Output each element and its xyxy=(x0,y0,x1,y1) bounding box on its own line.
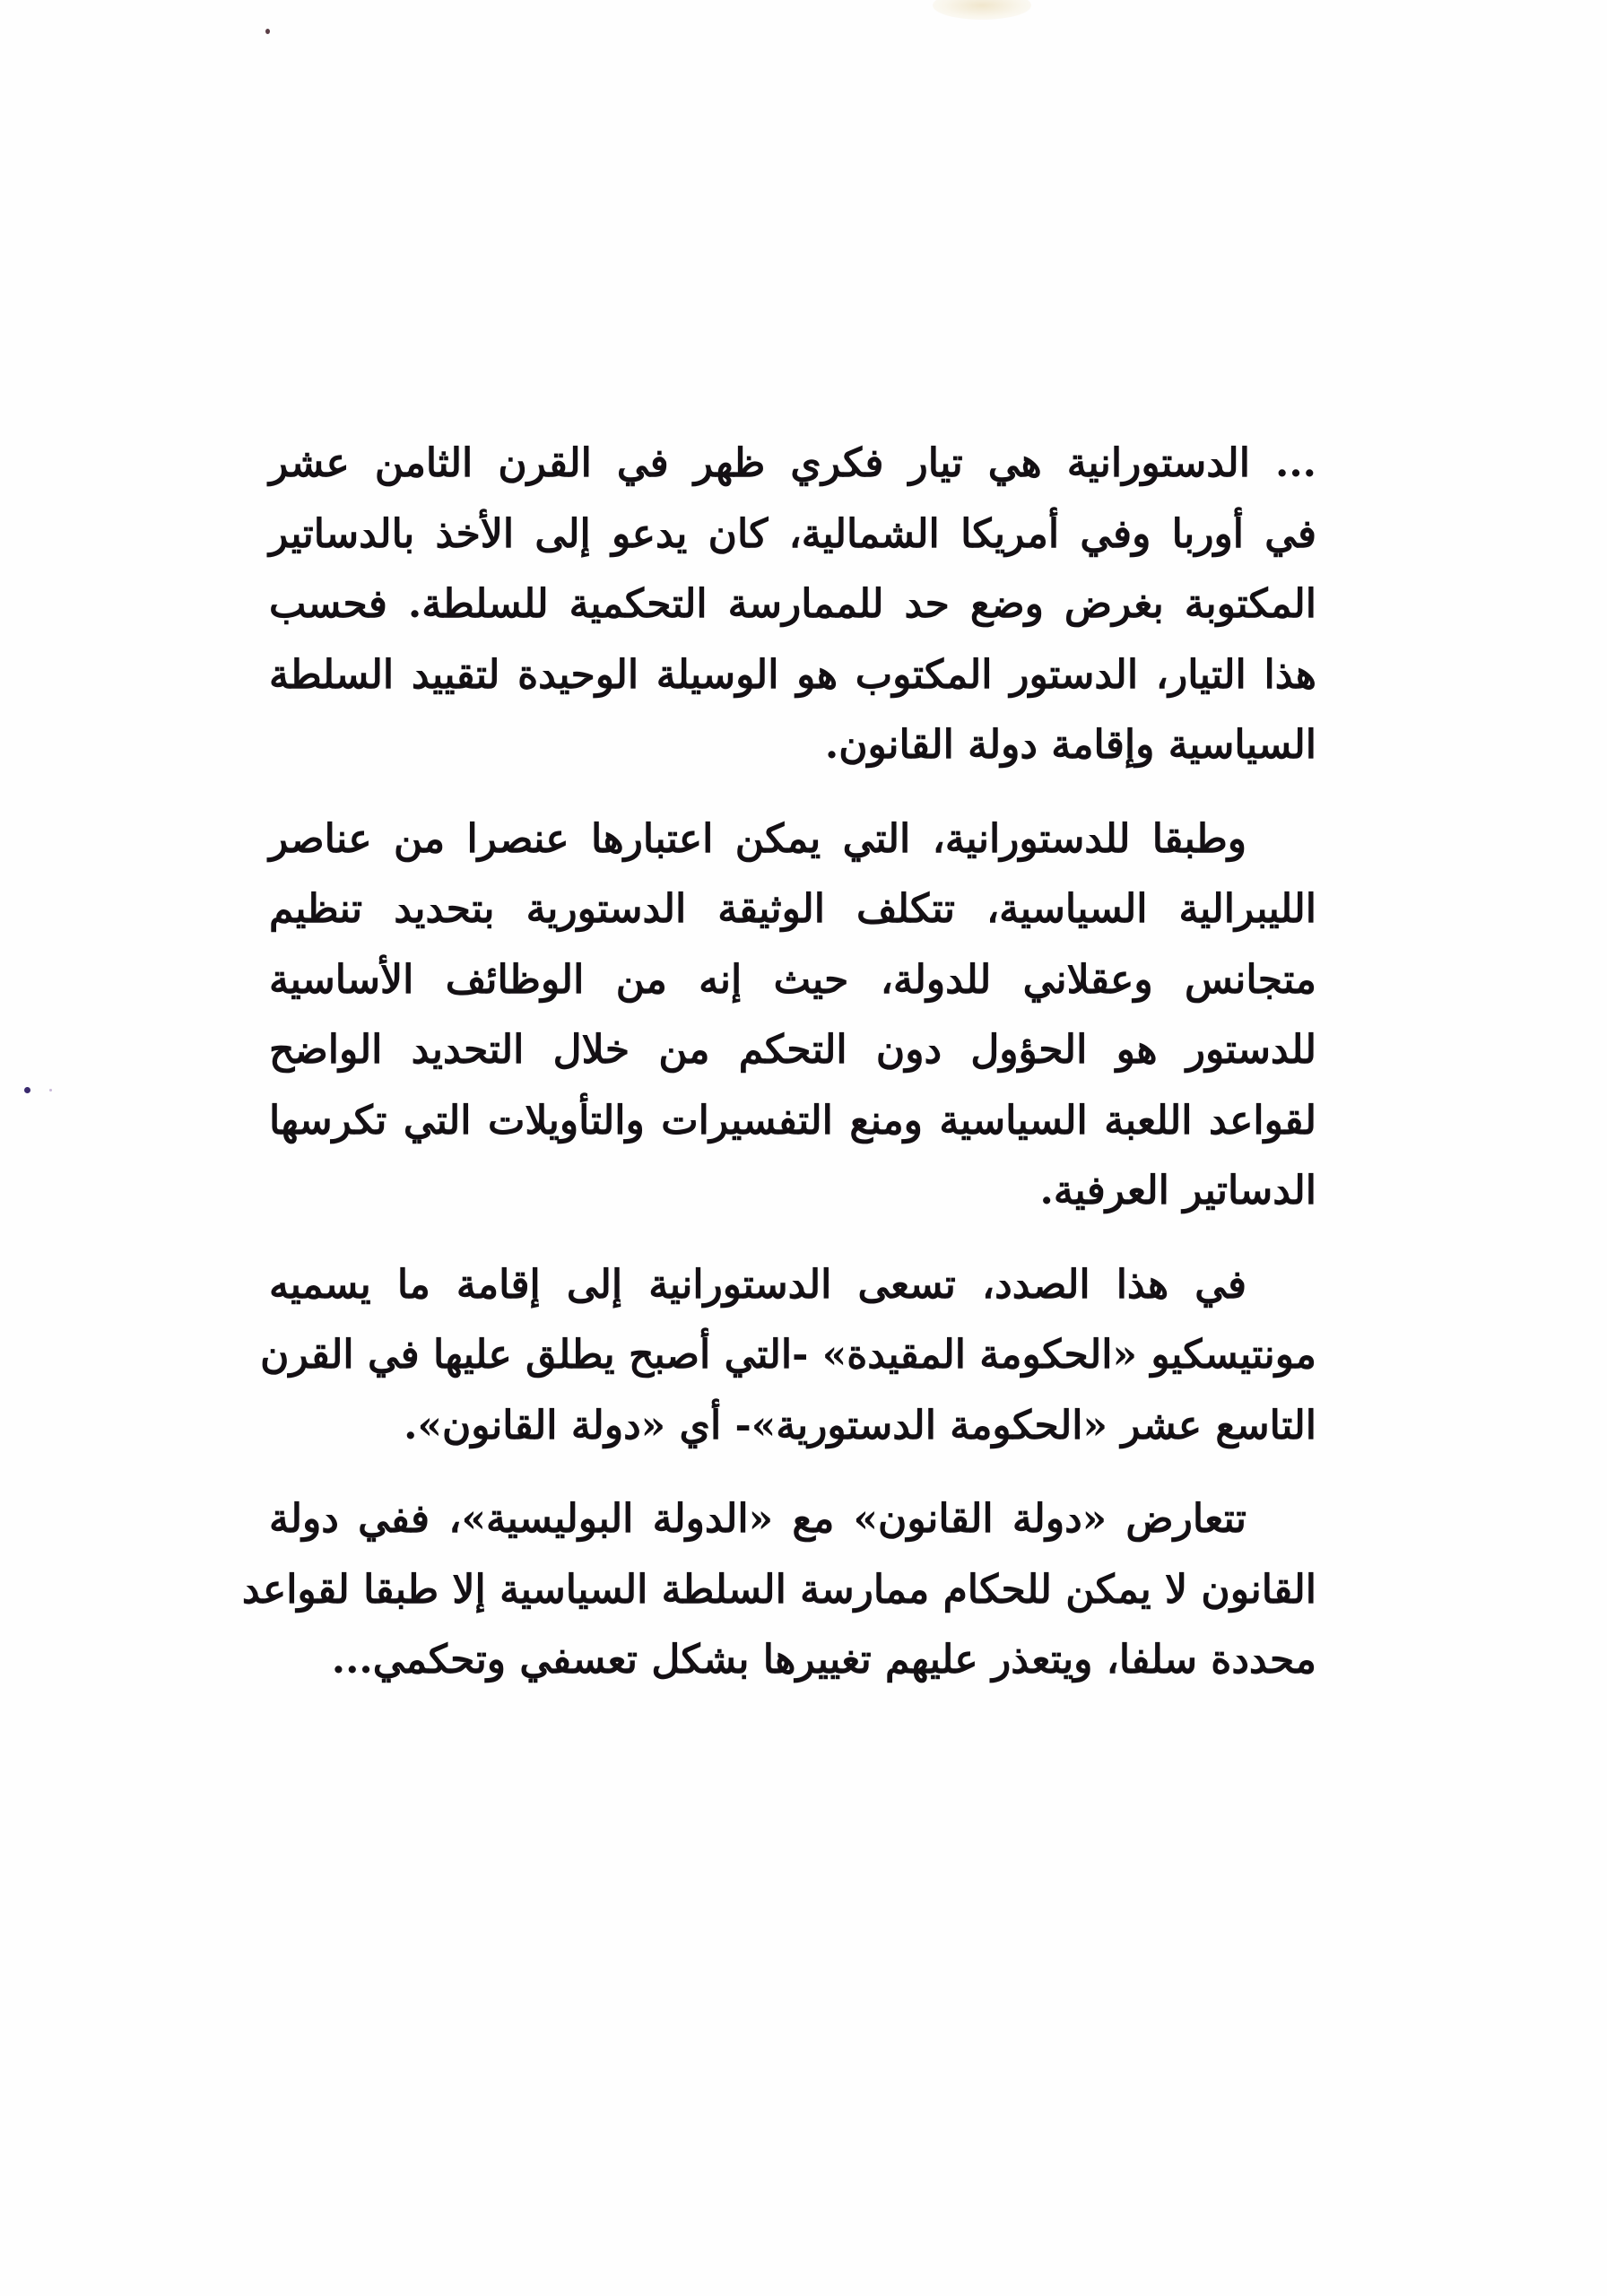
text-line: الدساتير العرفية. xyxy=(1039,1168,1316,1213)
text-line: لقواعد اللعبة السياسية ومنع التفسيرات والتأويلات التي تكرسها xyxy=(269,1097,1316,1144)
text-line: ... الدستورانية هي تيار فكري ظهر في القرن الثامن عشر xyxy=(269,440,1316,486)
text-line: هذا التيار، الدستور المكتوب هو الوسيلة الوحيدة لتقييد السلطة xyxy=(269,651,1316,698)
text-line: في أوربا وفي أمريكا الشمالية، كان يدعو إلى الأخذ بالدساتير xyxy=(269,510,1316,557)
ink-speck xyxy=(24,1087,30,1093)
text-line: وطبقا للدستورانية، التي يمكن اعتبارها عنصرا من عناصر xyxy=(269,815,1247,862)
text-line: للدستور هو الحؤول دون التحكم من خلال التحديد الواضح xyxy=(269,1027,1316,1073)
text-line: السياسية وإقامة دولة القانون. xyxy=(824,722,1316,768)
text-line: الليبرالية السياسية، تتكلف الوثيقة الدستورية بتحديد تنظيم xyxy=(269,886,1316,932)
paragraph-1 xyxy=(269,429,1316,781)
text-line: القانون لا يمكن للحكام ممارسة السلطة السياسية إلا طبقا لقواعد xyxy=(241,1566,1316,1613)
ink-speck xyxy=(49,1089,52,1091)
paper-stain xyxy=(933,0,1031,20)
text-line: في هذا الصدد، تسعى الدستورانية إلى إقامة ما يسميه xyxy=(269,1261,1247,1308)
paragraph-3 xyxy=(260,1250,1316,1462)
text-line: تتعارض «دولة القانون» مع «الدولة البوليسية»، ففي دولة xyxy=(269,1496,1247,1542)
text-line: محددة سلفا، ويتعذر عليهم تغييرها بشكل تعسفي وتحكمي... xyxy=(331,1637,1316,1683)
text-line: المكتوبة بغرض وضع حد للممارسة التحكمية للسلطة. فحسب xyxy=(269,581,1316,627)
paragraph-2 xyxy=(269,804,1316,1227)
paragraph-4 xyxy=(241,1484,1316,1696)
ink-speck xyxy=(265,29,270,34)
body-text xyxy=(241,429,1316,1696)
text-line: التاسع عشر «الحكومة الدستورية»- أي «دولة القانون». xyxy=(404,1402,1316,1448)
text-line: مونتيسكيو «الحكومة المقيدة» -التي أصبح يطلق عليها في القرن xyxy=(260,1332,1316,1378)
text-line: متجانس وعقلاني للدولة، حيث إنه من الوظائف الأساسية xyxy=(269,956,1316,1003)
